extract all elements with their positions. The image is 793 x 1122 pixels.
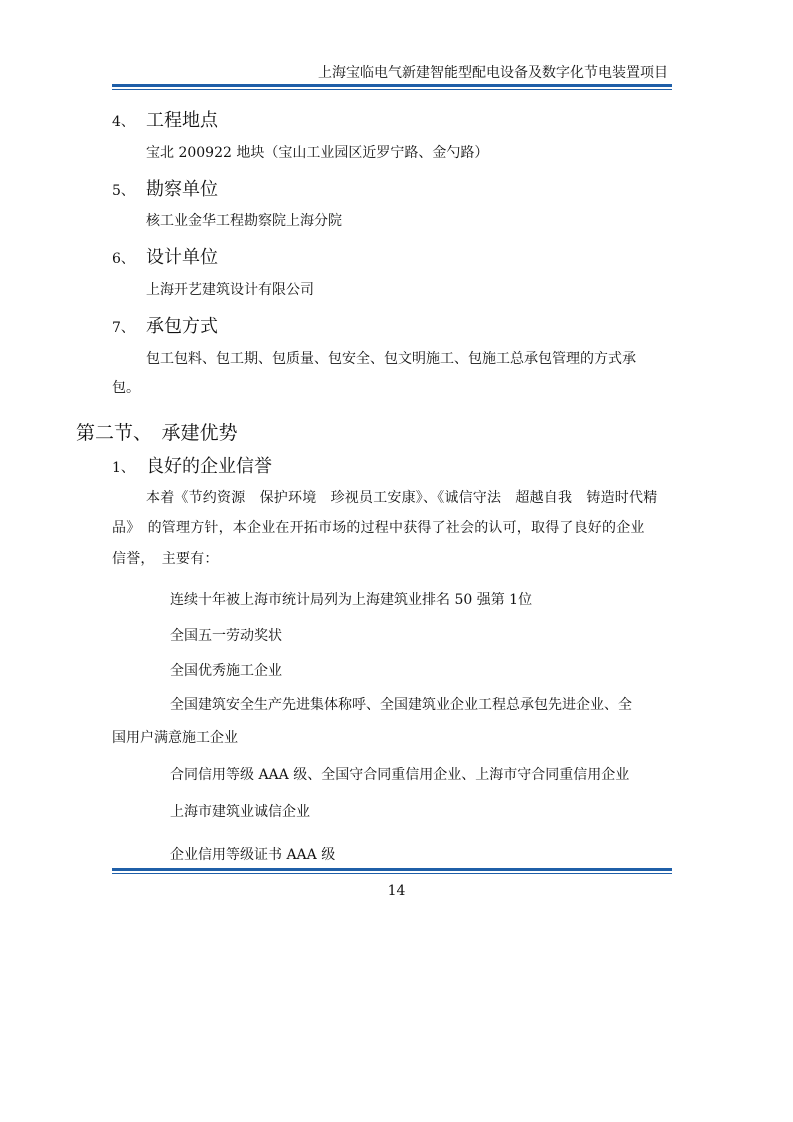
item-title: 承包方式 <box>146 316 218 337</box>
page-number: 14 <box>387 883 406 899</box>
item-title: 工程地点 <box>146 110 218 131</box>
paragraph-line-3: 信誉， 主要有： <box>112 551 219 567</box>
paragraph-line-2: 品》 的管理方针，本企业在开拓市场的过程中获得了社会的认可，取得了良好的企业 <box>112 520 645 536</box>
honor-item: 全国建筑安全生产先进集体称呼、全国建筑业企业工程总承包先进企业、全 <box>170 697 632 713</box>
honor-item: 合同信用等级 AAA 级、全国守合同重信用企业、上海市守合同重信用企业 <box>170 767 630 783</box>
item-text-7-line2: 包。 <box>112 380 140 396</box>
honor-item: 企业信用等级证书 AAA 级 <box>170 847 336 863</box>
item-number: 4、 <box>112 114 135 130</box>
subsection-heading <box>112 452 272 478</box>
header-rule <box>112 84 672 87</box>
item-number: 6、 <box>112 251 135 267</box>
item-heading-4 <box>112 106 218 132</box>
item-text-4: 宝北 200922 地块（宝山工业园区近罗宁路、金勺路） <box>146 145 489 161</box>
item-number: 7、 <box>112 320 135 336</box>
honor-item: 上海市建筑业诚信企业 <box>170 804 310 820</box>
item-text-5: 核工业金华工程勘察院上海分院 <box>146 213 342 229</box>
item-heading-7 <box>112 312 218 338</box>
item-text-6: 上海开艺建筑设计有限公司 <box>146 282 314 298</box>
item-number: 5、 <box>112 183 135 199</box>
item-title: 设计单位 <box>146 247 218 268</box>
honor-item: 全国五一劳动奖状 <box>170 628 282 644</box>
header-rule-thin <box>112 89 672 90</box>
item-heading-6 <box>112 243 218 269</box>
item-text-7-line1: 包工包料、包工期、包质量、包安全、包文明施工、包施工总承包管理的方式承 <box>146 351 636 367</box>
item-heading-5 <box>112 175 218 201</box>
section-title: 第二节、 承建优势 <box>76 422 238 444</box>
honor-item: 连续十年被上海市统计局列为上海建筑业排名 50 强第 1位 <box>170 592 533 608</box>
paragraph-line-1: 本着《节约资源 保护环境 珍视员工安康》、《诚信守法 超越自我 铸造时代精 <box>146 490 658 506</box>
footer-rule <box>112 868 672 871</box>
item-title: 勘察单位 <box>146 179 218 200</box>
subsection-title: 良好的企业信誉 <box>146 456 272 477</box>
running-header-title: 上海宝临电气新建智能型配电设备及数字化节电装置项目 <box>318 65 668 81</box>
footer-rule-thin <box>112 873 672 874</box>
subsection-number: 1、 <box>112 460 135 476</box>
honor-item-continued: 国用户满意施工企业 <box>112 730 238 746</box>
honor-item: 全国优秀施工企业 <box>170 663 282 679</box>
